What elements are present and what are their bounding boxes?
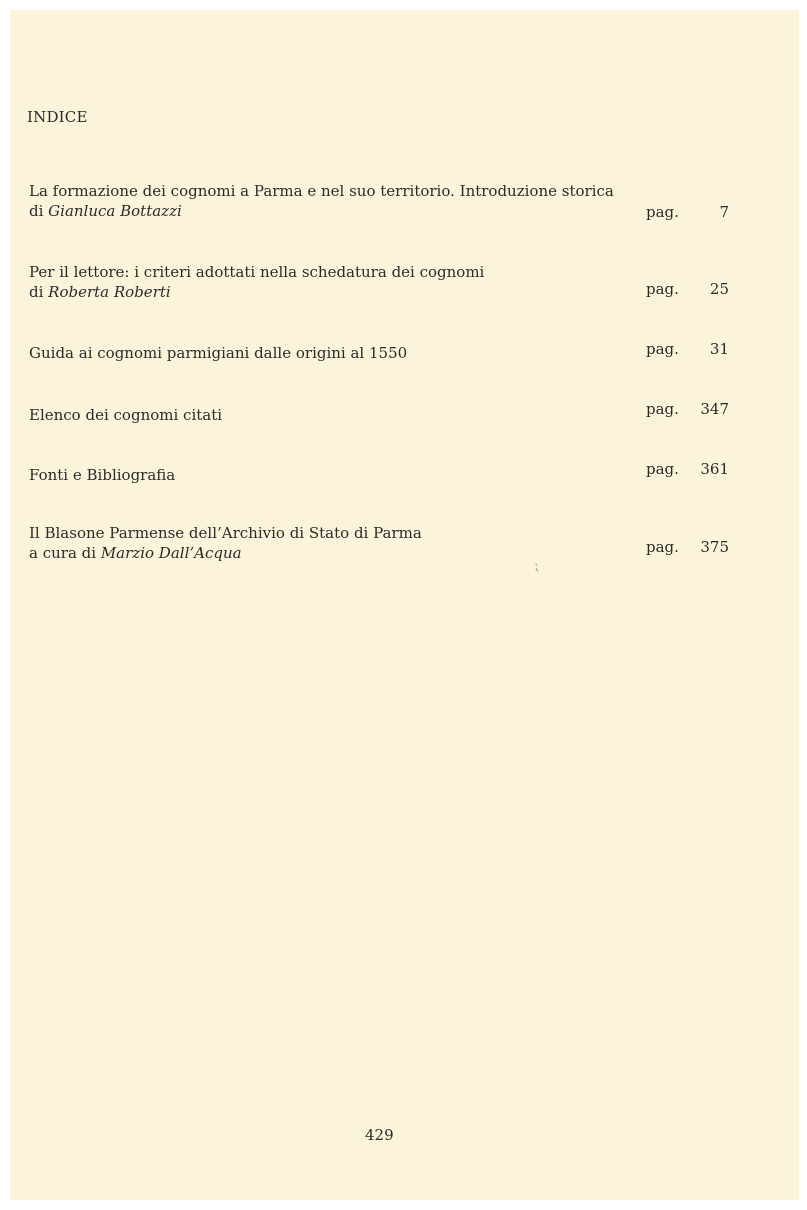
toc-entry [29,181,729,225]
toc-pag-label: pag. [646,538,679,556]
toc-entry-text [29,181,629,221]
toc-entry-title: Fonti e Bibliografia [29,466,176,484]
toc-pag-label: pag. [646,400,679,418]
toc-pag-label: pag. [646,340,679,358]
toc-entry-title: La formazione dei cognomi a Parma e nel suo territorio. Introduzione storica [29,182,614,200]
toc-entry-title: Il Blasone Parmense dell’Archivio di Stato di Parma [29,524,422,542]
toc-page-number: 7 [719,203,729,221]
toc-entry-title: Guida ai cognomi parmigiani dalle origini al 1550 [29,344,408,362]
toc-author-prefix: a cura di [29,544,101,562]
toc-page-number: 31 [709,340,729,358]
toc-entry-text [29,405,629,425]
toc-entry-text [29,523,629,563]
ink-smudge: ⁏ [534,558,539,574]
toc-author: Roberta Roberti [48,283,171,301]
page-title: INDICE [27,108,88,126]
toc-entry [29,262,729,306]
toc-entry-text [29,343,629,363]
toc-page-number: 361 [700,460,729,478]
toc-entry-title: Elenco dei cognomi citati [29,406,223,424]
toc-entry-text [29,262,629,302]
toc-pag-label: pag. [646,203,679,221]
toc-entry-author-line [29,282,629,302]
toc-entry-title: Per il lettore: i criteri adottati nella schedatura dei cognomi [29,263,485,281]
toc-author: Gianluca Bottazzi [48,202,182,220]
toc-entry-author-line [29,543,629,563]
toc-entry [29,460,729,509]
toc-author: Marzio Dall’Acqua [100,544,242,562]
toc-pag-label: pag. [646,460,679,478]
toc-entry-text [29,465,629,485]
toc-page-number: 25 [709,280,729,298]
toc-entry [29,340,729,387]
toc-entry [29,523,729,567]
page-number: 429 [365,1126,394,1144]
toc-entry-author-line [29,201,629,221]
toc-page-number: 375 [700,538,729,556]
document-page [10,10,799,1200]
toc-entry [29,400,729,449]
toc-author-prefix: di [29,202,49,220]
toc-page-number: 347 [700,400,729,418]
toc-pag-label: pag. [646,280,679,298]
toc-author-prefix: di [29,283,49,301]
